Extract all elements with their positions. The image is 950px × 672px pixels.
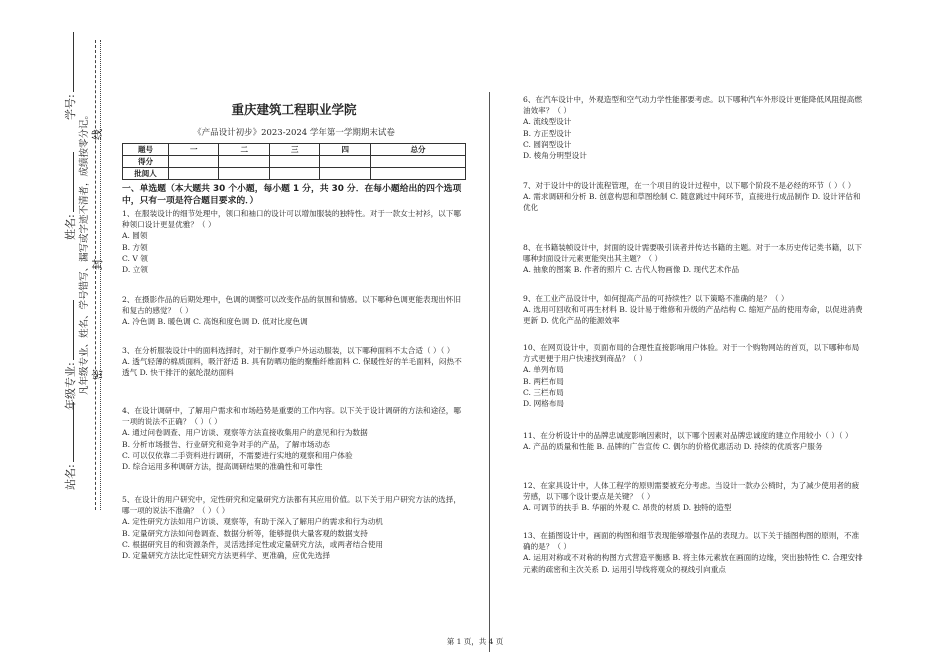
- option: B. 两栏布局: [523, 376, 564, 386]
- option: A. 流线型设计: [523, 117, 572, 127]
- option: C. V 领: [122, 253, 148, 263]
- option: A. 抽象的图案 B. 作者的照片 C. 古代人物画像 D. 现代艺术作品: [523, 265, 740, 275]
- grader-cell: [269, 168, 319, 180]
- column-header: 一: [169, 144, 219, 156]
- question-stem: 6、在汽车设计中，外观造型和空气动力学性能都要考虑。以下哪种汽车外形设计更能降低风阻提高燃油效率？（ ）: [523, 95, 862, 116]
- question-7: [523, 180, 863, 214]
- option: D. 综合运用多种调研方法，提高调研结果的准确性和可靠性: [122, 462, 323, 472]
- score-cell: [169, 156, 219, 168]
- column-divider: [489, 92, 490, 652]
- question-stem: 1、在服装设计的细节处理中，领口和袖口的设计可以增加服装的独特性。对于一款女士衬衫，以下哪种领口设计更显优雅？（ ）: [122, 209, 461, 230]
- exam-subtitle: 《产品设计初步》2023-2024 学年第一学期期末试卷: [193, 128, 395, 138]
- grader-cell: [169, 168, 219, 180]
- question-stem: 13、在插图设计中，画面的构图和细节表现能够增强作品的表现力。以下关于插图构图的原则，不准确的是？（ ）: [523, 531, 860, 552]
- question-stem: 8、在书籍装帧设计中，封面的设计需要吸引读者并传达书籍的主题。对于一本历史传记类书籍，以下哪种封面设计元素更能突出其主题？（ ）: [523, 243, 862, 264]
- option: A. 可调节的扶手 B. 华丽的外观 C. 昂贵的材质 D. 独特的造型: [523, 503, 732, 513]
- option: A. 需求调研和分析 B. 创意构思和草图绘制 C. 随意跳过中间环节，直接进行成品制作 D. 设计评估和优化: [523, 192, 861, 213]
- option: A. 定性研究方法如用户访谈、观察等，有助于深入了解用户的需求和行为动机: [122, 517, 383, 527]
- option: C. 可以仅依靠二手资料进行调研，不需要进行实地的观察和用户体验: [122, 450, 353, 460]
- column-header: 三: [269, 144, 319, 156]
- question-10: [523, 342, 863, 409]
- question-stem: 11、在分析设计中的品牌忠诚度影响因素时，以下哪个因素对品牌忠诚度的建立作用较小（ ）（ ）: [523, 431, 853, 440]
- option: A. 圆领: [122, 231, 148, 241]
- option: A. 透气轻薄的棉质面料，吸汗舒适 B. 具有防晒功能的聚酯纤维面料 C. 保暖性好的羊毛面料，闷热不透气 D. 快干排汗的氨纶混纺面料: [122, 357, 462, 378]
- option: B. 方领: [122, 242, 148, 252]
- row-header-score: 得分: [123, 156, 169, 168]
- question-5: [122, 494, 466, 561]
- question-3: [122, 345, 466, 379]
- question-2: [122, 294, 466, 328]
- question-8: [523, 242, 863, 276]
- option: B. 方正型设计: [523, 128, 572, 138]
- score-table-header-row: [123, 144, 466, 156]
- grade-major-label: 年级专业:: [62, 298, 78, 410]
- option: B. 定量研究方法如问卷调查、数据分析等，能够提供大量客观的数据支持: [122, 528, 368, 538]
- score-table: [122, 143, 466, 180]
- option: C. 三栏布局: [523, 387, 564, 397]
- question-11: [523, 430, 863, 452]
- student-id-label: 学号:: [62, 30, 78, 120]
- grader-cell: [320, 168, 370, 180]
- seal-mi: 密: [91, 369, 104, 380]
- column-header: 四: [320, 144, 370, 156]
- seal-xian: 线: [91, 129, 104, 140]
- grader-row: [123, 168, 466, 180]
- venue-label: 站名:: [62, 400, 78, 490]
- page-footer: 第 1 页，共 4 页: [446, 637, 504, 646]
- grader-cell: [219, 168, 269, 180]
- option: D. 网格布局: [523, 399, 565, 409]
- question-1: [122, 208, 466, 275]
- question-stem: 4、在设计调研中，了解用户需求和市场趋势是重要的工作内容。以下关于设计调研的方法和途径，哪一项的说法不正确？（ ）（ ）: [122, 406, 461, 427]
- option: A. 单列布局: [523, 365, 564, 375]
- binding-dashed-line-inner: [100, 40, 101, 510]
- option: A. 选用可回收和可再生材料 B. 设计易于维修和升级的产品结构 C. 缩短产品的使用寿命，以促进消费更新 D. 优化产品的能源效率: [523, 305, 863, 326]
- option: C. 根据研究目的和资源条件，灵活选择定性或定量研究方法，或两者结合使用: [122, 539, 383, 549]
- option: D. 立领: [122, 265, 148, 275]
- score-cell: [219, 156, 269, 168]
- question-12: [523, 480, 863, 514]
- binding-notice: 凡年级专业、姓名、学号错写、漏写或字迹不清者，成绩按零分记。: [79, 109, 90, 395]
- option: D. 棱角分明型设计: [523, 151, 587, 161]
- option: A. 冷色调 B. 暖色调 C. 高饱和度色调 D. 低对比度色调: [122, 317, 308, 327]
- option: A. 产品的质量和性能 B. 品牌的广告宣传 C. 偶尔的价格优惠活动 D. 持续的优质客户服务: [523, 442, 823, 452]
- name-label: 姓名:: [62, 150, 78, 240]
- option: B. 分析市场报告、行业研究和竞争对手的产品，了解市场动态: [122, 439, 330, 449]
- question-stem: 3、在分析服装设计中的面料选择时，对于制作夏季户外运动服装，以下哪种面料不太合适（ ）（ ）: [122, 346, 455, 355]
- score-cell: [269, 156, 319, 168]
- seal-feng: 封: [91, 259, 104, 270]
- column-header: 二: [219, 144, 269, 156]
- score-row: [123, 156, 466, 168]
- section-one-title: 一、单选题（本大题共 30 个小题，每小题 1 分，共 30 分．在每小题给出的四个选项中，只有一项是符合题目要求的．）: [122, 184, 462, 206]
- question-13: [523, 530, 863, 575]
- option: A. 通过问卷调查、用户访谈、观察等方法直接收集用户的意见和行为数据: [122, 428, 368, 438]
- option: D. 定量研究方法比定性研究方法更科学、更准确，应优先选择: [122, 551, 331, 561]
- question-9: [523, 293, 863, 327]
- row-header-grader: 批阅人: [123, 168, 169, 180]
- option: A. 运用对称或不对称的构图方式营造平衡感 B. 将主体元素放在画面的边缘，突出独特性 C. 合理安排元素的疏密和主次关系 D. 运用引导线将观众的视线引向重点: [523, 553, 863, 574]
- question-6: [523, 94, 863, 161]
- binding-dashed-line-outer: [95, 40, 96, 510]
- school-title: 重庆建筑工程职业学院: [231, 102, 357, 117]
- score-cell: [320, 156, 370, 168]
- grader-cell: [370, 168, 465, 180]
- option: C. 圆润型设计: [523, 139, 572, 149]
- question-4: [122, 405, 466, 472]
- question-stem: 12、在家具设计中，人体工程学的原则需要被充分考虑。当设计一款办公椅时，为了减少使用者的疲劳感，以下哪个设计要点是关键？（ ）: [523, 481, 860, 502]
- question-stem: 5、在设计的用户研究中，定性研究和定量研究方法都有其应用价值。以下关于用户研究方法的选择，哪一项的说法不准确？（ ）（ ）: [122, 495, 461, 516]
- question-stem: 2、在摄影作品的后期处理中，色调的调整可以改变作品的氛围和情感。以下哪种色调更能表现出怀旧和复古的感觉？（ ）: [122, 295, 461, 316]
- row-header-question-number: 题号: [123, 144, 169, 156]
- question-stem: 9、在工业产品设计中，如何提高产品的可持续性？以下策略不准确的是？（ ）: [523, 294, 789, 303]
- score-cell: [370, 156, 465, 168]
- question-stem: 10、在网页设计中，页面布局的合理性直接影响用户体验。对于一个购物网站的首页，以下哪种布局方式更便于用户快速找到商品？（ ）: [523, 343, 860, 364]
- column-header: 总分: [370, 144, 465, 156]
- question-stem: 7、对于设计中的设计流程管理，在一个项目的设计过程中，以下哪个阶段不是必经的环节（ ）（ ）: [523, 181, 856, 190]
